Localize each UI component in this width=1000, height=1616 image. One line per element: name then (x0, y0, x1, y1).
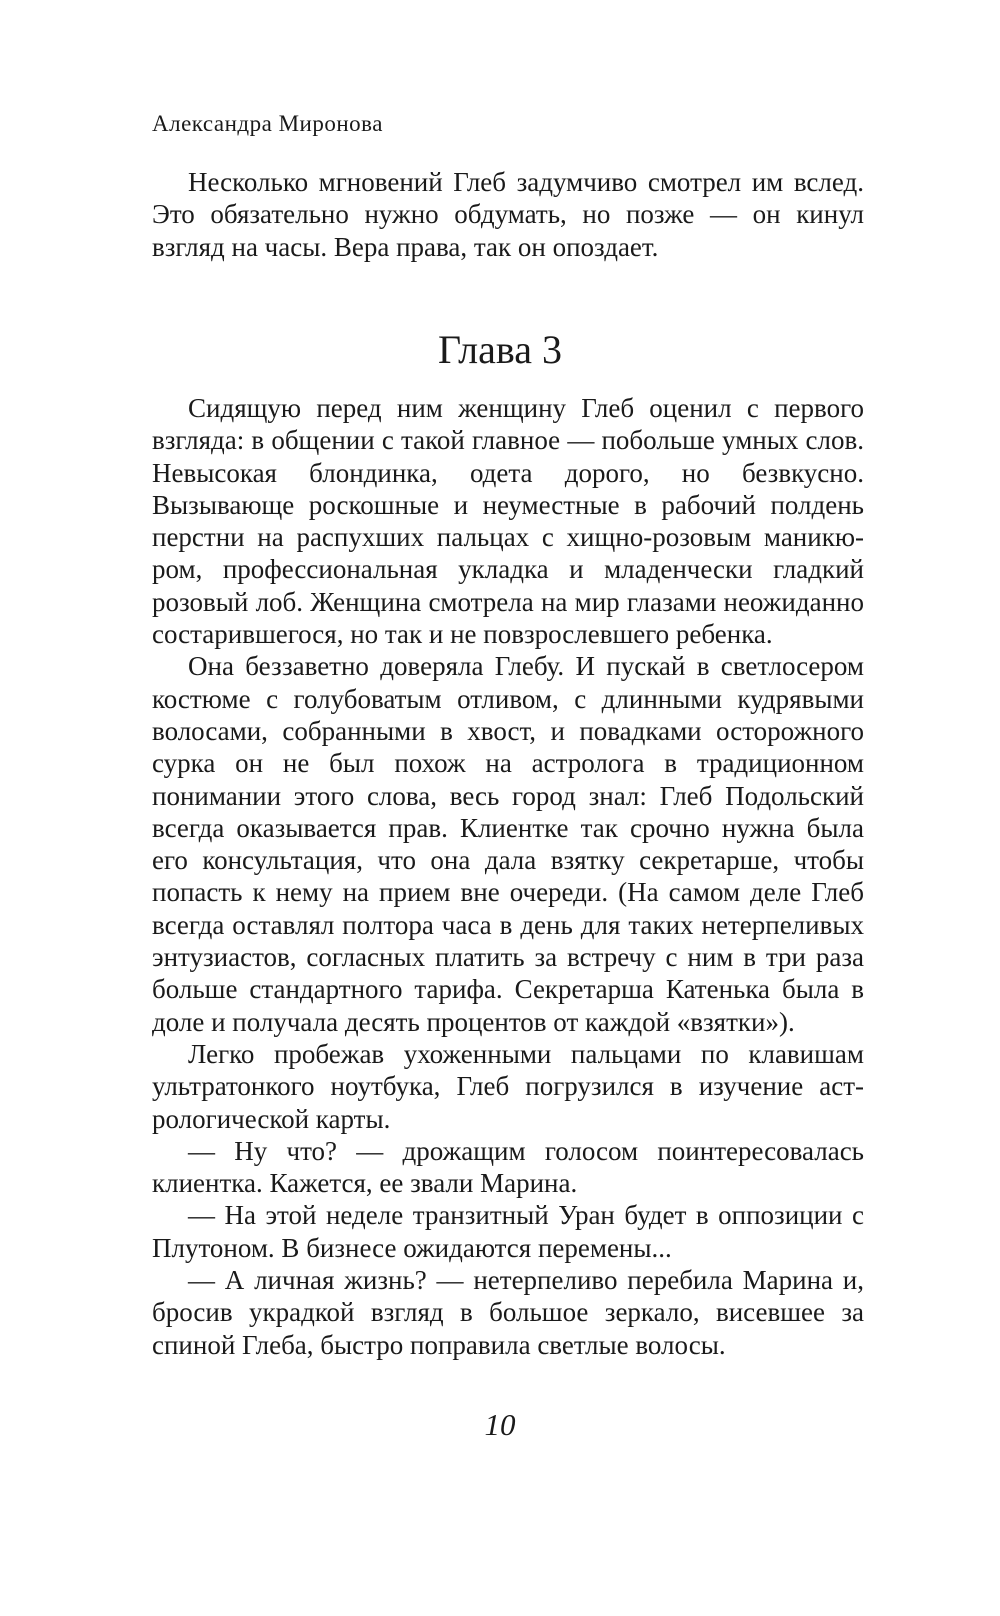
paragraph: Несколько мгновений Глеб задумчиво смотрел им вслед. Это обязательно нужно обдумать, но позже — он кинул взгляд на часы. Вера права, так он опоздает. (152, 167, 864, 262)
running-head-author: Александра Миронова (152, 111, 383, 136)
paragraph: Легко пробежав ухоженными пальцами по клавишам ультратонкого ноутбука, Глеб погрузился в изучение астрологической карты. (152, 1038, 864, 1134)
chapter-text-block (152, 392, 864, 1361)
dialogue-line: — А личная жизнь? — нетерпеливо перебила Марина и, бросив украдкой взгляд в большое зеркало, висевшее за спиной Глеба, быстро поправила светлые волосы. (152, 1265, 864, 1360)
dialogue-line: — На этой неделе транзитный Уран будет в оппозиции с Плутоном. В бизнесе ожидаются перемены... (152, 1200, 864, 1263)
dialogue-line: — Ну что? — дрожащим голосом поинтересовалась клиентка. Кажется, ее звали Марина. (152, 1135, 864, 1199)
paragraph: Она беззаветно доверяла Глебу. И пускай в светлосером костюме с голубоватым отливом, с длинными кудрявыми волосами, собранными в хвост, и повадками осторожного сурка он не был похож на астролога в традиционном понимании этого слова, весь город знал: Глеб Подольский всегда оказывается прав. Клиентке так срочно нужна была его консультация, что она дала взятку секретарше, чтобы попасть к нему на прием вне очереди. (На самом деле Глеб всегда оставлял полтора часа в день для таких нетерпеливых энтузиастов, согласных платить за встречу с ним в три раза больше стандартного тарифа. Секретарша Катенька была в доле и получала десять процентов от каждой «взятки»). (152, 651, 864, 1037)
intro-text-block (152, 166, 864, 263)
chapter-title: Глава 3 (438, 327, 562, 372)
paragraph: Сидящую перед ним женщину Глеб оценил с первого взгляда: в общении с такой главное — побольше умных слов. Невысокая блондинка, одета дорого, но безвкусно. Вызывающе роскошные и неуместные в рабочий полдень перстни на распухших пальцах с хищно-розовым маникюром, профессиональная укладка и младенчески гладкий розовый лоб. Женщина смотрела на мир глазами неожиданно состарившегося, но так и не повзрослевшего ребенка. (152, 393, 864, 650)
page-number: 10 (484, 1407, 516, 1442)
